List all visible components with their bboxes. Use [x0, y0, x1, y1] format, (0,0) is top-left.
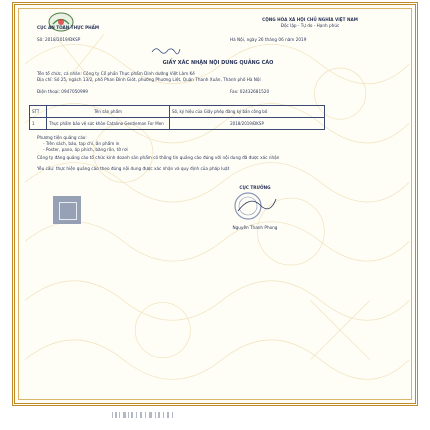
footer-line-4: Công ty đăng quảng cáo tổ chức kinh doanh sản phẩm có thông tin quảng cáo đúng với nội dung đã được xác nhận [37, 155, 280, 160]
table-row [30, 118, 325, 130]
handwritten-signature [151, 45, 181, 55]
footer-line-2: - Trên sách, báo, tạp chí, ấn phẩm in [43, 141, 120, 146]
document-number: Số: 2018/2019/ĐKSP [37, 37, 81, 42]
footer-line-3: - Poster, pano, áp phích, băng rôn, tờ rơi [43, 147, 128, 152]
republic-heading: CỘNG HÒA XÃ HỘI CHỦ NGHĨA VIỆT NAM [262, 17, 358, 22]
body-line-2: Địa chỉ: Số 25, ngách 13/2, phố Phan Đình Giót, phường Phương Liệt, Quận Thanh Xuân, Thành phố Hà Nội [37, 77, 261, 82]
body-line-4: Fax: 02432681520 [230, 89, 270, 94]
product-table [29, 105, 325, 130]
table-header-cell: Số, ký hiệu của Giấy phép đăng ký bản công bố [170, 106, 325, 118]
certificate-document [12, 2, 418, 406]
body-line-3: Điện thoại: 0947050999 [37, 89, 88, 94]
document-date: Hà Nội, ngày 26 tháng 06 năm 2019 [230, 37, 307, 42]
table-header-cell: STT [30, 106, 47, 118]
round-seal-and-signature [230, 191, 278, 221]
footer-line-1: Phương tiện quảng cáo: [37, 135, 87, 140]
table-header-cell: Tên sản phẩm [47, 106, 170, 118]
body-line-1: Tên tổ chức, cá nhân: Công ty Cổ phần Thực phẩm Dinh dưỡng Việt Lâm Kế [37, 71, 195, 76]
table-cell: Thực phẩm bảo vệ sức khỏe Catalino Gentleman For Men [47, 118, 170, 130]
signature-office: CỤC TRƯỞNG [239, 185, 271, 190]
table-cell: 2018/2019/ĐKSP [170, 118, 325, 130]
table-cell: 1 [30, 118, 47, 130]
page-title: GIẤY XÁC NHẬN NỘI DUNG QUẢNG CÁO [162, 60, 274, 66]
signer-name: Nguyễn Thanh Phong [232, 225, 278, 230]
square-stamp [53, 196, 81, 224]
bottom-barcode [112, 412, 318, 418]
table-header-row [30, 106, 325, 118]
motto: Độc lập - Tự do - Hạnh phúc [280, 23, 340, 28]
footer-line-5: Yêu cầu: thực hiện quảng cáo theo đúng nội dung được xác nhận và quy định của pháp luật [37, 166, 230, 171]
agency-left: CỤC AN TOÀN THỰC PHẨM [37, 25, 100, 30]
